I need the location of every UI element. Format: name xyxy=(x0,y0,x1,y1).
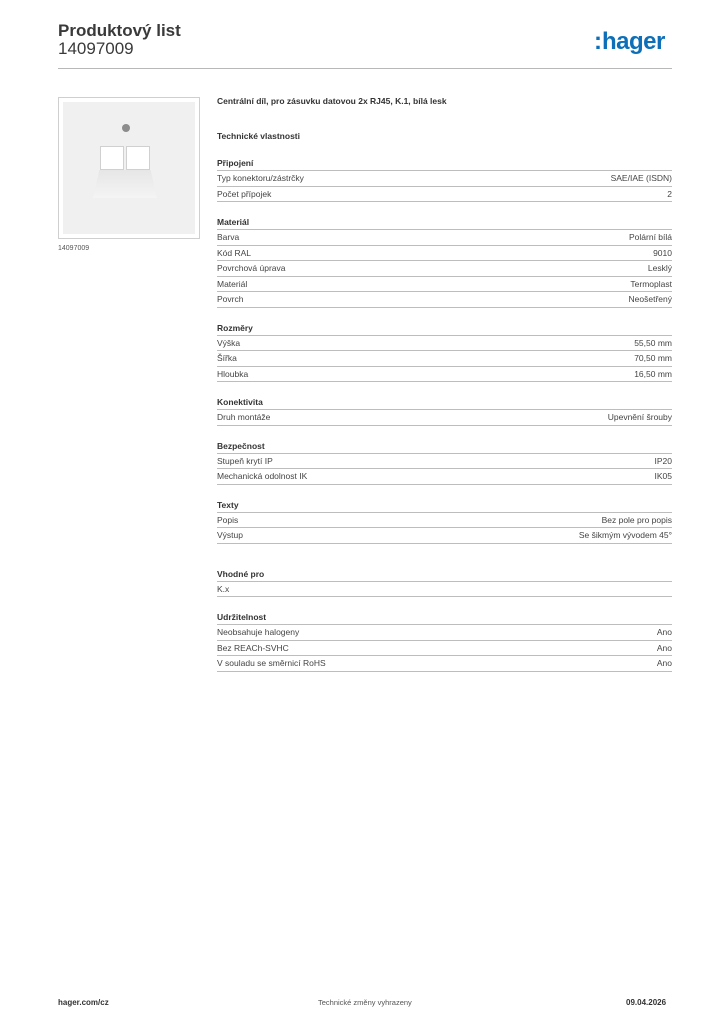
hager-logo xyxy=(594,28,665,56)
spec-value: Se šikmým vývodem 45° xyxy=(578,530,672,540)
angled-outlet-shape xyxy=(93,170,157,198)
spec-row xyxy=(217,261,672,277)
spec-label: K.x xyxy=(217,583,230,594)
footer-disclaimer: Technické změny vyhrazeny xyxy=(318,998,412,1007)
header-divider xyxy=(58,68,672,69)
spec-value: Ano xyxy=(656,642,672,653)
product-image xyxy=(58,97,200,239)
group-title: Udržitelnost xyxy=(217,611,672,625)
spec-value: Bez pole pro popis xyxy=(601,514,672,525)
screw-icon xyxy=(122,124,130,132)
spec-label: Počet přípojek xyxy=(217,188,272,199)
spec-row xyxy=(217,641,672,657)
spec-row xyxy=(217,246,672,262)
spec-label: Popis xyxy=(217,514,239,525)
spec-row xyxy=(217,351,672,367)
spec-value: IP20 xyxy=(654,455,672,466)
group-dimensions xyxy=(217,322,672,383)
group-title: Vhodné pro xyxy=(217,568,672,582)
footer-date: 09.04.2026 xyxy=(626,998,667,1007)
spec-label: Povrch xyxy=(217,294,244,304)
spec-row xyxy=(217,277,672,293)
group-connectivity xyxy=(217,396,672,426)
spec-row xyxy=(217,367,672,383)
group-suitable-for xyxy=(217,568,672,598)
spec-value: 70,50 mm xyxy=(634,353,672,363)
spec-label: V souladu se směrnicí RoHS xyxy=(217,658,326,668)
spec-row xyxy=(217,528,672,544)
spec-label: Šířka xyxy=(217,353,237,363)
footer-website-link[interactable]: hager.com/cz xyxy=(58,998,109,1007)
spec-label: Barva xyxy=(217,232,240,242)
spec-value: 2 xyxy=(667,188,672,199)
group-material xyxy=(217,216,672,308)
spec-row xyxy=(217,454,672,470)
spec-label: Hloubka xyxy=(217,368,249,379)
spec-label: Bez REACh-SVHC xyxy=(217,642,289,653)
product-code: 14097009 xyxy=(58,39,134,58)
spec-label: Kód RAL xyxy=(217,247,252,258)
spec-value: Upevnění šrouby xyxy=(607,412,672,422)
spec-row xyxy=(217,171,672,187)
spec-label: Povrchová úprava xyxy=(217,263,286,273)
product-details xyxy=(217,96,672,672)
rj45-port-icon xyxy=(100,146,124,170)
spec-value: Ano xyxy=(656,627,672,637)
page-title: Produktový list xyxy=(58,21,181,40)
group-title: Texty xyxy=(217,499,672,513)
spec-label: Stupeň krytí IP xyxy=(217,455,273,466)
spec-label: Typ konektoru/zástrčky xyxy=(217,173,304,183)
spec-row xyxy=(217,513,672,529)
spec-row xyxy=(217,656,672,672)
rj45-port-icon xyxy=(126,146,150,170)
spec-label: Mechanická odolnost IK xyxy=(217,471,308,481)
spec-value: 16,50 mm xyxy=(634,368,672,379)
group-title: Rozměry xyxy=(217,322,672,336)
image-caption: 14097009 xyxy=(58,245,90,252)
spec-label: Materiál xyxy=(217,278,248,289)
spec-value: Lesklý xyxy=(647,263,672,273)
spec-row xyxy=(217,582,672,598)
group-connection xyxy=(217,157,672,202)
spec-label: Výška xyxy=(217,337,241,348)
product-title: Centrální díl, pro zásuvku datovou 2x RJ45, K.1, bílá lesk xyxy=(217,96,447,106)
group-sustainability xyxy=(217,611,672,672)
logo-text: hager xyxy=(602,28,665,55)
spec-value: Ano xyxy=(656,658,672,668)
group-safety xyxy=(217,440,672,485)
spec-label: Druh montáže xyxy=(217,412,271,422)
spec-row xyxy=(217,336,672,352)
group-title: Konektivita xyxy=(217,396,672,410)
group-texts xyxy=(217,499,672,544)
spec-value: SAE/IAE (ISDN) xyxy=(610,173,672,183)
spec-row xyxy=(217,625,672,641)
spec-value: 55,50 mm xyxy=(634,337,672,348)
section-heading: Technické vlastnosti xyxy=(217,131,300,141)
group-title: Připojení xyxy=(217,157,672,171)
spec-row xyxy=(217,469,672,485)
spec-value: Termoplast xyxy=(630,278,672,289)
spec-row xyxy=(217,410,672,426)
group-title: Materiál xyxy=(217,216,672,230)
spec-row xyxy=(217,187,672,203)
spec-label: Neobsahuje halogeny xyxy=(217,627,300,637)
group-title: Bezpečnost xyxy=(217,440,672,454)
spec-value: IK05 xyxy=(654,471,672,481)
spec-value: Neošetřený xyxy=(628,294,672,304)
spec-value: Polární bílá xyxy=(629,232,672,242)
spec-value: 9010 xyxy=(653,247,672,258)
spec-row xyxy=(217,230,672,246)
spec-row xyxy=(217,292,672,308)
logo-dots: : xyxy=(594,28,602,55)
spec-label: Výstup xyxy=(217,530,243,540)
